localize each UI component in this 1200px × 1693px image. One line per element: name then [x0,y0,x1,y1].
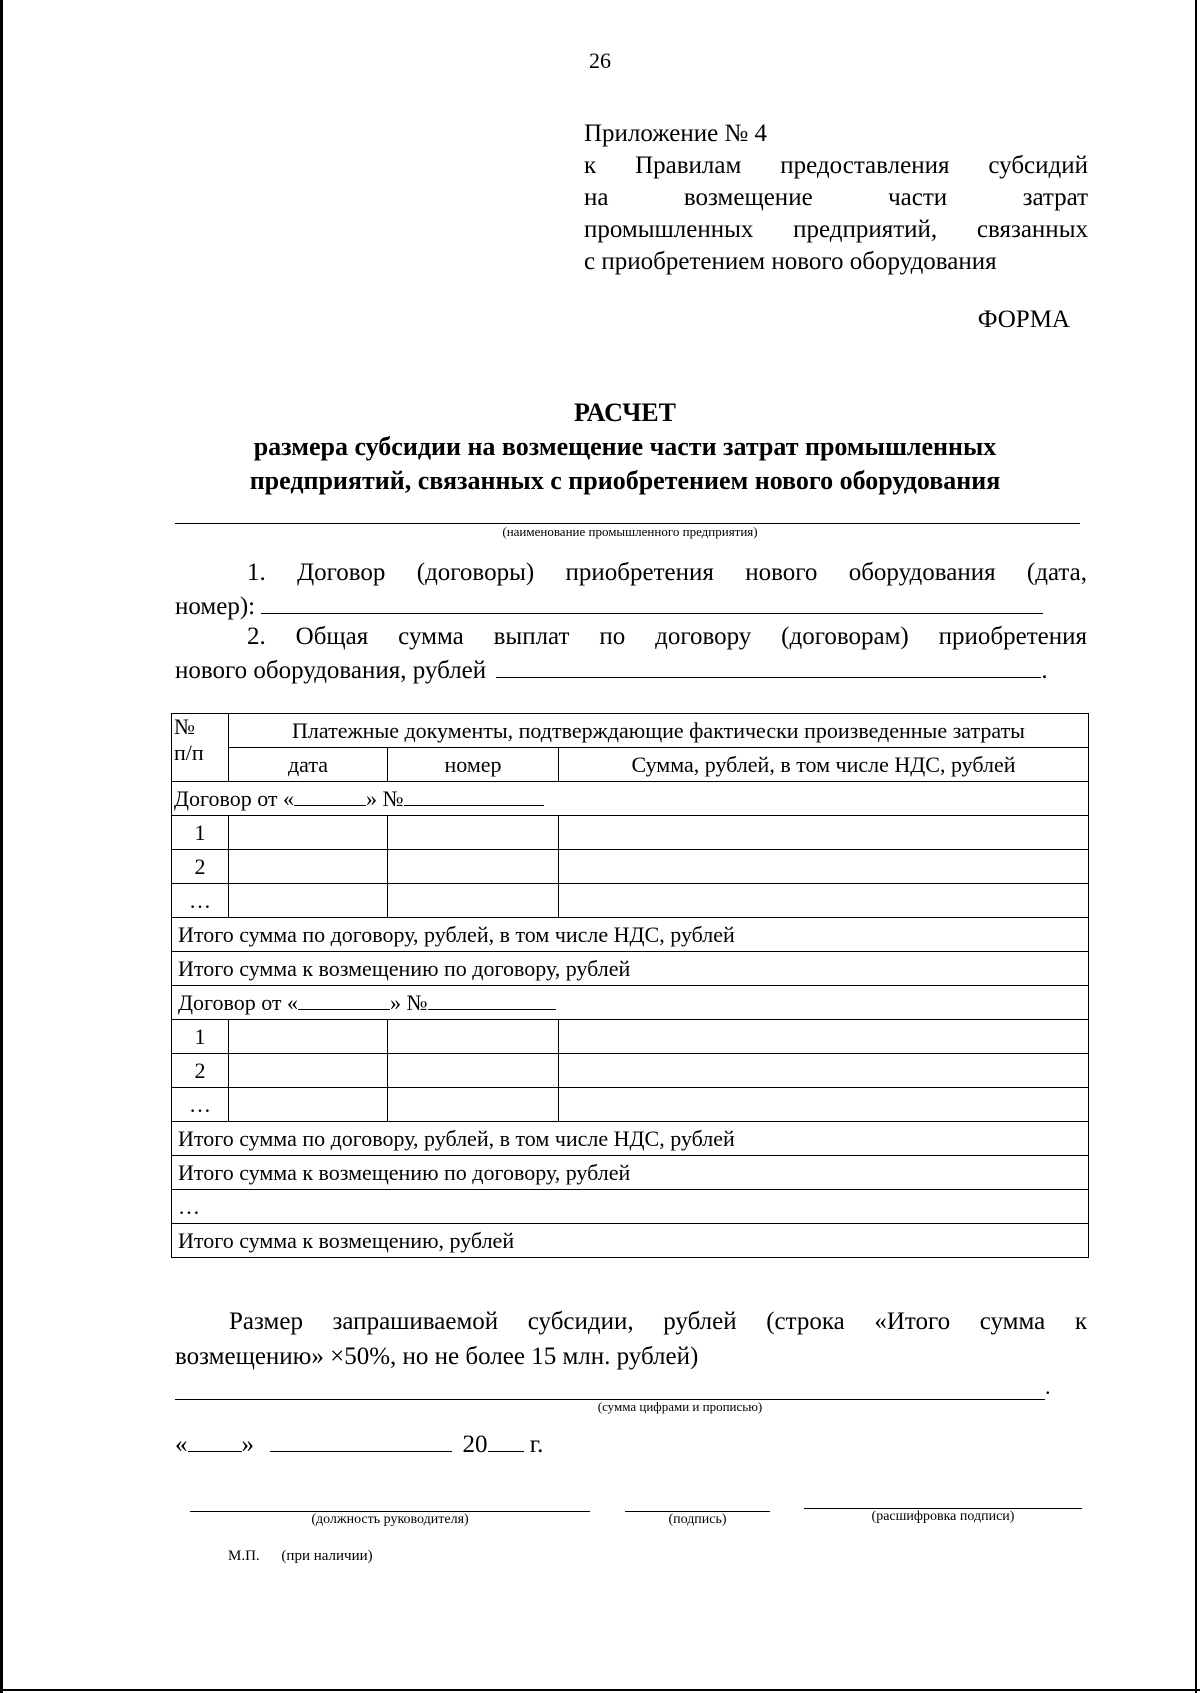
row-number: … [172,884,229,918]
row-number: 1 [172,816,229,850]
total-reimb-contract-row [172,952,1089,986]
date-day-field[interactable] [188,1431,242,1452]
total-reimb-contract-cell: Итого сумма к возмещению по договору, рублей [172,1156,1089,1190]
total-contract-cell: Итого сумма по договору, рублей, в том числе НДС, рублей [172,1122,1089,1156]
page-right-edge [1195,0,1197,1693]
subsidy-period: . [1045,1374,1051,1399]
subsidy-caption: (сумма цифрами и прописью) [597,1399,763,1414]
appendix-title: Приложение № 4 [584,120,768,147]
num-header-line1: № [174,714,195,739]
sum-cell[interactable] [559,1020,1089,1054]
number-cell[interactable] [388,1020,559,1054]
contract-date-number-field[interactable] [261,591,1043,614]
date-month-field[interactable] [270,1431,452,1452]
table-row [172,1088,1089,1122]
ellipsis-cell: … [172,1190,1089,1224]
item2-line2 [175,654,1087,688]
contract-row [172,986,1089,1020]
appendix-line: на возмещение части затрат [584,184,1088,211]
contract-number-field[interactable] [428,989,556,1010]
total-reimb-row [172,1224,1089,1258]
date-cell[interactable] [229,1088,388,1122]
appendix-line: к Правилам предоставления субсидий [584,152,1088,179]
appendix-line: промышленных предприятий, связанных [584,216,1088,243]
date-cell[interactable] [229,816,388,850]
date-cell[interactable] [229,1054,388,1088]
number-cell[interactable] [388,1088,559,1122]
date-header: дата [229,748,388,782]
sum-cell[interactable] [559,850,1089,884]
heading-subtitle-line2: предприятий, связанных с приобретением нового оборудования [249,466,1001,495]
table-subheader-row [172,748,1089,782]
appendix-line: с приобретением нового оборудования [584,248,997,275]
contract-mid: » № [390,990,428,1015]
heading-title: РАСЧЕТ [574,398,676,427]
number-cell[interactable] [388,850,559,884]
sum-cell[interactable] [559,1054,1089,1088]
date-cell[interactable] [229,850,388,884]
item2-period: . [1041,657,1048,684]
stamp-line [228,1548,373,1565]
contract-cell [172,986,1089,1020]
calculation-table [171,713,1089,1258]
row-number: 1 [172,1020,229,1054]
contract-prefix: Договор от « [174,786,295,811]
subsidy-line2: возмещению» ×50%, но не более 15 млн. рублей) [175,1343,699,1370]
contract-mid: » № [366,786,404,811]
page-number: 26 [589,48,611,73]
payment-docs-header: Платежные документы, подтверждающие фактически произведенные затраты [229,714,1089,748]
row-number: 2 [172,1054,229,1088]
page-bottom-edge [0,1689,1200,1691]
date-line [175,1428,875,1462]
page-left-edge [0,0,3,1693]
date-year-prefix: 20 [462,1431,488,1458]
table-row [172,850,1089,884]
sum-cell[interactable] [559,816,1089,850]
signature-decoding-caption: (расшифровка подписи) [871,1509,1015,1524]
total-reimb-cell: Итого сумма к возмещению, рублей [172,1224,1089,1258]
item1-line2 [175,590,1087,624]
date-suffix: г. [529,1431,544,1458]
number-header: номер [388,748,559,782]
ellipsis-row [172,1190,1089,1224]
document-heading [175,396,1075,498]
date-quote-close: » [241,1431,254,1458]
row-number: … [172,1088,229,1122]
table-header-row [172,714,1089,748]
date-quote-open: « [175,1431,188,1458]
contract-prefix: Договор от « [178,990,299,1015]
item2-label: нового оборудования, рублей [175,657,487,684]
date-cell[interactable] [229,884,388,918]
stamp-label: М.П. [228,1548,260,1564]
sum-cell[interactable] [559,1088,1089,1122]
position-caption: (должность руководителя) [311,1512,469,1527]
total-contract-row [172,1122,1089,1156]
form-label: ФОРМА [977,306,1070,333]
date-year-field[interactable] [488,1431,524,1452]
contract-day-field[interactable] [294,785,366,806]
number-cell[interactable] [388,884,559,918]
row-number: 2 [172,850,229,884]
number-cell[interactable] [388,816,559,850]
sum-cell[interactable] [559,884,1089,918]
total-payments-field[interactable] [496,655,1041,678]
signature-caption: (подпись) [668,1512,727,1527]
table-row [172,884,1089,918]
contract-day-field[interactable] [298,989,390,1010]
contract-number-field[interactable] [404,785,544,806]
appendix-block [584,118,1088,278]
table-row [172,1020,1089,1054]
item2-line1: 2. Общая сумма выплат по договору (договорам) приобретения [247,623,1087,650]
total-contract-row [172,918,1089,952]
number-cell[interactable] [388,1054,559,1088]
total-reimb-contract-row [172,1156,1089,1190]
item1-label: номер): [175,593,256,620]
item1-line1: 1. Договор (договоры) приобретения нового оборудования (дата, [247,559,1087,586]
table-row [172,1054,1089,1088]
total-reimb-contract-cell: Итого сумма к возмещению по договору, рублей [172,952,1089,986]
sum-header: Сумма, рублей, в том числе НДС, рублей [559,748,1089,782]
date-cell[interactable] [229,1020,388,1054]
contract-cell [172,782,1089,816]
stamp-note: (при наличии) [281,1548,373,1564]
contract-row [172,782,1089,816]
enterprise-name-caption: (наименование промышленного предприятия) [502,524,758,539]
subsidy-line1: Размер запрашиваемой субсидии, рублей (строка «Итого сумма к [229,1308,1087,1335]
total-contract-cell: Итого сумма по договору, рублей, в том числе НДС, рублей [172,918,1089,952]
num-header [172,714,229,782]
table-row [172,816,1089,850]
heading-subtitle-line1: размера субсидии на возмещение части затрат промышленных [253,432,997,461]
num-header-line2: п/п [174,740,204,765]
